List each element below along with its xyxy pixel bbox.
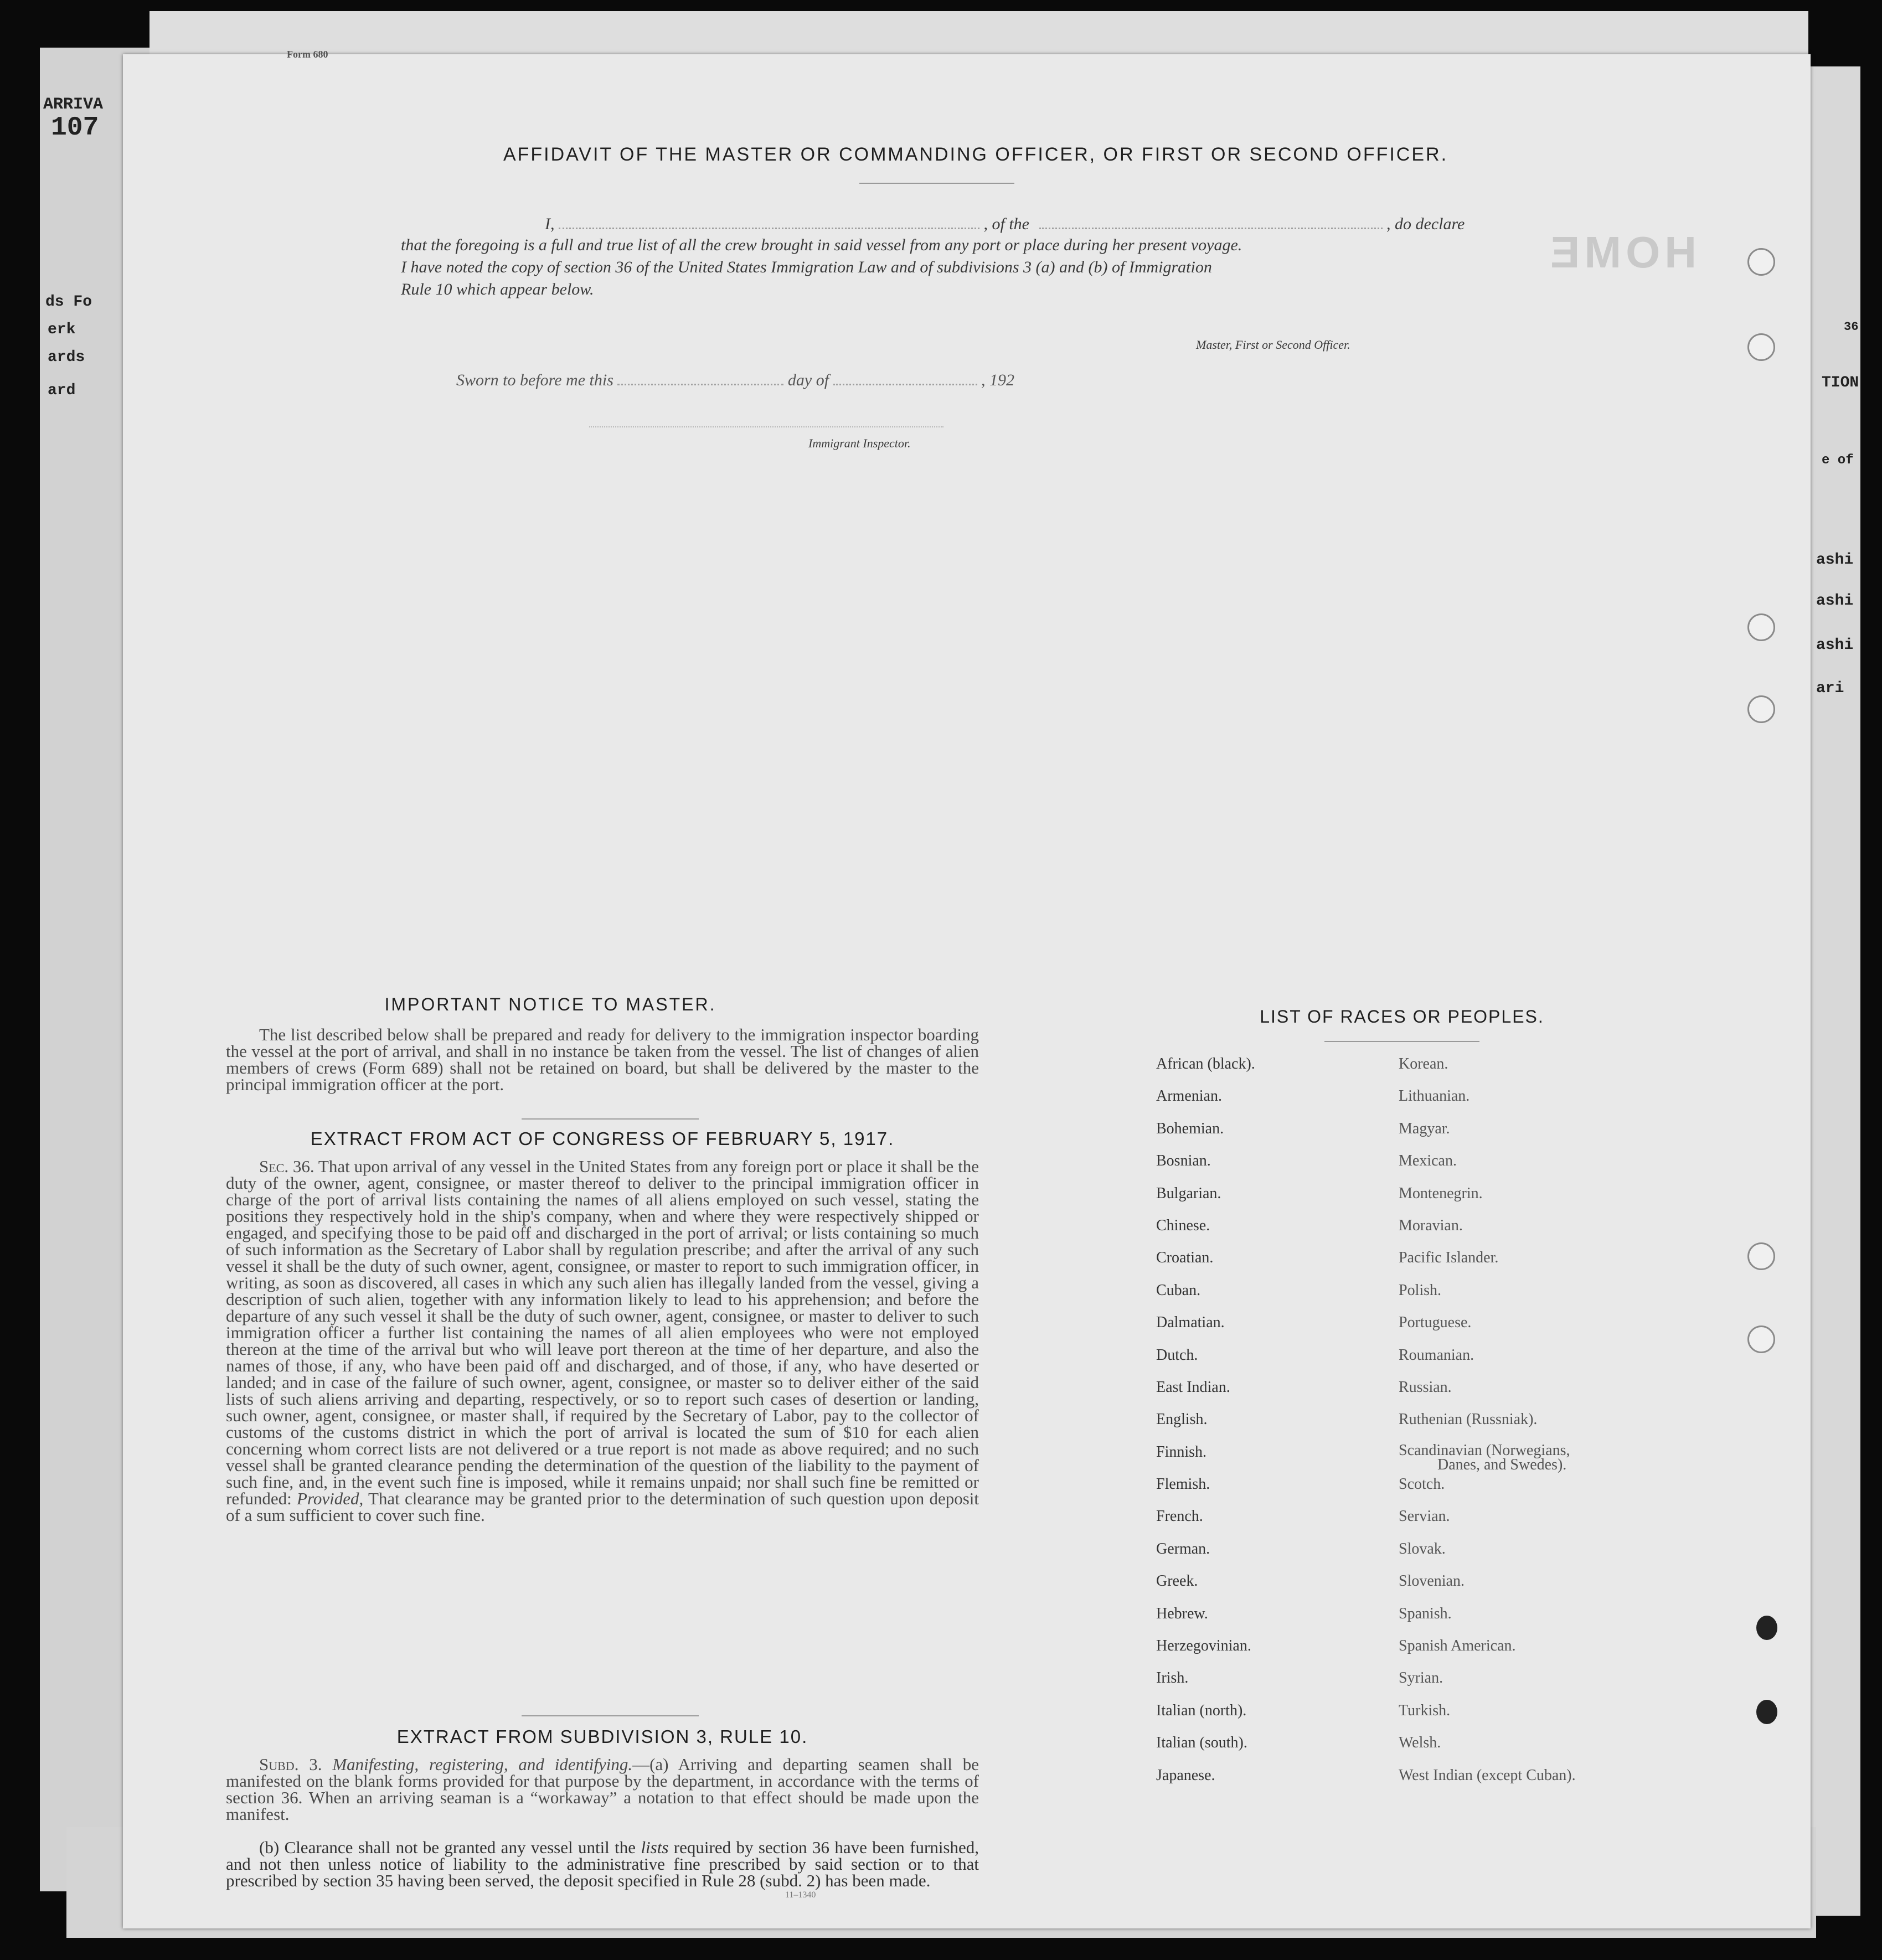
extract-rule-subd: Subd. 3.	[259, 1755, 322, 1774]
race-item: Syrian.	[1399, 1669, 1443, 1687]
races-column-2	[1399, 1055, 1576, 1799]
race-item: Irish.	[1156, 1669, 1189, 1687]
race-item-scandinavian-cont: Danes, and Swedes).	[1437, 1456, 1567, 1473]
margin-right-item-2: ashi	[1816, 592, 1854, 610]
inspector-label: Immigrant Inspector.	[808, 436, 911, 450]
race-item: Armenian.	[1156, 1087, 1222, 1105]
race-item: Finnish.	[1156, 1443, 1207, 1461]
race-item	[1399, 1443, 1576, 1476]
form-label: Form 680	[287, 49, 328, 60]
affidavit-line-3: I have noted the copy of section 36 of the United States Immigration Law and of subdivisions 3 (a) and (b) of Immigration	[401, 258, 1212, 276]
race-item: Portuguese.	[1399, 1314, 1472, 1332]
extract-act-text	[226, 1158, 979, 1524]
race-item: Spanish American.	[1399, 1637, 1516, 1655]
extract-rule-para-b-end: required by section 36 have been furnished, and not then unless notice of liability to the administrative fine prescribed by said section or to that prescribed by section 35 having been served, the deposit specified in Rule 28 (subd. 2) has been made.	[226, 1838, 979, 1890]
margin-item-2: erk	[48, 321, 76, 338]
extract-rule-para-a-text: —(a) Arriving and departing seamen shall be manifested on the blank forms provided for that purpose by the department, in accordance with the terms of section 36. When an arriving seaman is a “workaway” a notation to that effect should be made upon the manifest.	[226, 1755, 979, 1824]
race-item: Italian (south).	[1156, 1734, 1247, 1752]
race-item: Welsh.	[1399, 1734, 1441, 1752]
race-item: Montenegrin.	[1399, 1184, 1483, 1202]
race-item: Korean.	[1399, 1055, 1448, 1072]
race-item: Japanese.	[1156, 1766, 1215, 1784]
binder-hole-icon	[1747, 1242, 1775, 1270]
extract-act-body: That upon arrival of any vessel in the United States from any foreign port or place it shall be the duty of the owner, agent, consignee, or master thereof to deliver to the principal immigration officer in charge of the port of arrival lists containing the names of all aliens employed on such vessel, stating the positions they respectively hold in the ship's company, when and where they were respectively shipped or engaged, and specifying those to be paid off and discharged in the port of arrival; or lists containing so much of such information as the Secretary of Labor shall by regulation prescribe; and after the arrival of any such vessel it shall be the duty of such owner, agent, consignee, or master to report to such immigration officer, in writing, as soon as discovered, all cases in which any such alien has illegally landed from the vessel, giving a description of such alien, together with any information likely to lead to his apprehension; and before the departure of any such vessel it shall be the duty of such owner, agent, consignee, or master to deliver to such immigration officer a further list containing the names of all alien employees who were not employed thereon at the time of the arrival but who will leave port thereon at the time of her departure, and also the names of those, if any, who have been paid off and discharged, and of those, if any, who have deserted or landed; and in case of the failure of such owner, agent, consignee, or master so to deliver either of the said lists of such aliens arriving and departing, respectively, or so to report such cases of desertion or landing, such owner, agent, consignee, or master shall, if required by the Secretary of Labor, pay to the collector of customs of the customs district in which the port of arrival is located the sum of $10 for each alien concerning whom correct lists are not delivered or a true report is not made as above required; and no such vessel shall be granted clearance pending the determination of the question of the liability to the payment of such fine, and, in the event such fine is imposed, while it remains unpaid; nor shall such fine be remitted or refunded:	[226, 1157, 979, 1508]
inspector-signature-line	[589, 426, 943, 427]
race-item: Mexican.	[1399, 1152, 1457, 1170]
binder-hole-icon	[1747, 613, 1775, 641]
margin-right-number: 36	[1844, 320, 1859, 334]
binder-hole-icon	[1747, 695, 1775, 723]
extract-rule-subd-italic: Manifesting, registering, and identifying.	[332, 1755, 633, 1774]
race-item: Slovenian.	[1399, 1572, 1465, 1590]
margin-right-heading: TION	[1822, 374, 1859, 391]
binder-hole-icon	[1747, 333, 1775, 361]
name-field[interactable]	[559, 227, 979, 229]
extract-rule-title: EXTRACT FROM SUBDIVISION 3, RULE 10.	[396, 1726, 808, 1747]
affidavit-line-2: that the foregoing is a full and true list of all the crew brought in said vessel from any port or place during her present voyage.	[401, 236, 1242, 254]
margin-right-item-1: ashi	[1816, 551, 1854, 569]
affidavit-title: AFFIDAVIT OF THE MASTER OR COMMANDING OFFICER, OR FIRST OR SECOND OFFICER.	[503, 144, 1448, 165]
race-item: Bosnian.	[1156, 1152, 1211, 1170]
race-item: Spanish.	[1399, 1605, 1452, 1622]
races-title: LIST OF RACES OR PEOPLES.	[1260, 1007, 1544, 1027]
extract-act-title: EXTRACT FROM ACT OF CONGRESS OF FEBRUARY 5, 1917.	[310, 1128, 895, 1149]
race-item: East Indian.	[1156, 1378, 1230, 1396]
affidavit-do-declare: , do declare	[1386, 215, 1465, 233]
vessel-field[interactable]	[1039, 227, 1383, 229]
extract-rule-para-b-start: (b) Clearance shall not be granted any vessel until the	[259, 1838, 636, 1857]
margin-right-line: e of	[1822, 453, 1854, 468]
margin-arrival: ARRIVA	[43, 95, 104, 114]
extract-act-sec: Sec. 36.	[259, 1157, 314, 1176]
extract-rule-para-b	[226, 1839, 979, 1889]
margin-right-item-3: ashi	[1816, 637, 1854, 654]
affidavit-i: I,	[545, 215, 555, 233]
race-item: Roumanian.	[1399, 1346, 1474, 1364]
binder-hole-icon	[1747, 248, 1775, 276]
race-item: Scotch.	[1399, 1476, 1445, 1493]
race-item: Dalmatian.	[1156, 1314, 1225, 1332]
sworn-month-field[interactable]	[833, 383, 977, 385]
race-item: Lithuanian.	[1399, 1087, 1470, 1105]
race-item: German.	[1156, 1540, 1210, 1557]
races-column-1	[1156, 1055, 1255, 1799]
notice-text: The list described below shall be prepared and ready for delivery to the immigration inspector boarding the vessel at the port of arrival, and shall in no instance be taken from the vessel. The list of changes of alien members of crews (Form 689) shall not be retained on board, but shall be delivered by the master to the principal immigration officer at the port.	[226, 1025, 979, 1094]
race-item: Herzegovinian.	[1156, 1637, 1251, 1655]
race-item: Greek.	[1156, 1572, 1198, 1590]
race-item: Bohemian.	[1156, 1120, 1224, 1137]
sworn-text: Sworn to before me this	[456, 371, 613, 389]
binder-hole-icon	[1747, 1325, 1775, 1353]
notice-title: IMPORTANT NOTICE TO MASTER.	[384, 994, 716, 1014]
race-item: Russian.	[1399, 1378, 1452, 1396]
race-item: Servian.	[1399, 1508, 1450, 1525]
extract-rule-para-a	[226, 1756, 979, 1823]
margin-item-3: ards	[48, 349, 85, 366]
race-item: Polish.	[1399, 1281, 1442, 1299]
form-sheet	[123, 49, 1811, 1928]
race-item: Chinese.	[1156, 1216, 1210, 1234]
extract-rule-para-b-lists: lists	[641, 1838, 669, 1857]
punched-hole-icon	[1756, 1700, 1777, 1724]
race-item: Hebrew.	[1156, 1605, 1208, 1622]
punched-hole-icon	[1756, 1616, 1777, 1640]
race-item: African (black).	[1156, 1055, 1255, 1072]
sworn-line	[456, 371, 1014, 390]
extract-act-provided: Provided,	[297, 1489, 364, 1508]
race-item: Turkish.	[1399, 1701, 1451, 1719]
signature-label: Master, First or Second Officer.	[1196, 338, 1350, 352]
race-item: Bulgarian.	[1156, 1184, 1221, 1202]
race-item: Pacific Islander.	[1399, 1249, 1499, 1267]
affidavit-title-rule	[859, 183, 1014, 184]
race-item: Flemish.	[1156, 1476, 1210, 1493]
margin-item-4: ard	[48, 382, 76, 399]
margin-right-item-4: ari	[1816, 680, 1844, 697]
race-item: Magyar.	[1399, 1120, 1450, 1137]
race-item: English.	[1156, 1411, 1208, 1428]
race-item-scandinavian: Scandinavian (Norwegians,	[1399, 1441, 1570, 1459]
notice-rule	[522, 1118, 699, 1120]
extract-act-end: That clearance may be granted prior to the determination of such question upon deposit of a sum sufficient to cover such fine.	[226, 1489, 979, 1525]
race-item: Dutch.	[1156, 1346, 1198, 1364]
race-item: Ruthenian (Russniak).	[1399, 1411, 1538, 1428]
race-item: Slovak.	[1399, 1540, 1446, 1557]
margin-item-1: ds Fo	[45, 293, 92, 311]
race-item: West Indian (except Cuban).	[1399, 1766, 1576, 1784]
stamp-text: HOME	[1546, 228, 1697, 277]
margin-number: 107	[51, 113, 99, 143]
race-item: Moravian.	[1399, 1216, 1463, 1234]
extract-act-rule	[522, 1715, 699, 1716]
affidavit-line-4: Rule 10 which appear below.	[401, 280, 594, 298]
race-item: Italian (north).	[1156, 1701, 1247, 1719]
sworn-year: , 192	[981, 371, 1015, 389]
race-item: French.	[1156, 1508, 1203, 1525]
race-item: Cuban.	[1156, 1281, 1201, 1299]
affidavit-line-1	[456, 215, 1564, 234]
affidavit-of-the: , of the	[983, 215, 1029, 233]
sworn-day-field[interactable]	[617, 383, 783, 385]
print-code: 11–1340	[785, 1890, 816, 1900]
race-item: Croatian.	[1156, 1249, 1214, 1267]
sworn-day-of: day of	[787, 371, 829, 389]
races-rule	[1324, 1041, 1479, 1042]
